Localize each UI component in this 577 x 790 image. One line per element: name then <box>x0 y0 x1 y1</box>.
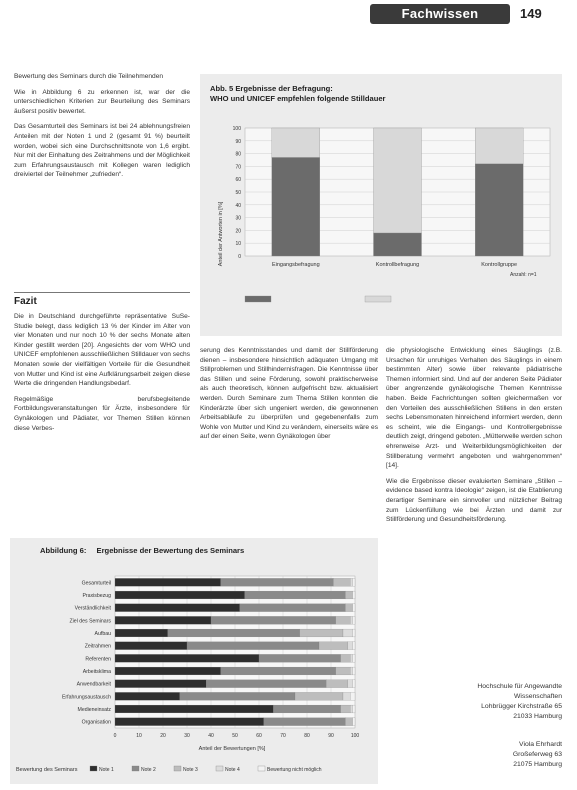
x-tick-label: 0 <box>113 733 117 739</box>
caption-label: Abbildung 6: <box>40 546 87 555</box>
y-tick-label: 100 <box>232 126 241 132</box>
section-banner: Fachwissen <box>370 4 510 24</box>
legend-label: Note 1 <box>99 767 114 773</box>
paragraph: die physiologische Entwicklung eines Säuglings (z.B. Ursachen für unruhiges Verhalten des Säuglings in einem bestimmten Alter) sowie über relevante pädiatrische Themen informiert sind. Und auf der anderen Seite Pädiater über angrenzende gynäkologische Themen Kenntnisse haben. Beide Fachrichtungen sollten gleichermaßen vor den Vorteilen des ausschließlichen Stillens in den ersten sechs Lebensmonaten hinreichend informiert werden, denn es scheint, wie die Eingangs- und Kontrollergebnisse deutlich zeigt, dringend geboten. „Mütterwelle werden schon ehrenweise Arzt- und Weiterbildungsmöglichkeiten der Stillberatung vermehrt angeboten und wahrgenommen“ [14]. <box>386 347 562 470</box>
bar-segment <box>115 591 245 599</box>
address-line: Lohbrügger Kirchstraße 65 <box>481 703 562 710</box>
y-tick-label: 70 <box>235 164 241 171</box>
divider <box>14 292 190 293</box>
bar-segment <box>115 578 221 586</box>
y-tick-label: 10 <box>235 241 241 248</box>
institution-address <box>386 682 562 722</box>
legend-label: Note 3 <box>183 767 198 773</box>
fazit-column <box>14 312 190 439</box>
y-tick-label: Verständlichkeit <box>74 605 111 612</box>
x-tick-label: Eingangsbefragung <box>271 262 320 268</box>
x-tick-label: 70 <box>280 733 286 739</box>
bar-segment <box>353 718 355 726</box>
bar-segment <box>353 680 355 688</box>
bar-segment <box>272 128 320 157</box>
paragraph: serung des Kenntnisstandes und damit der Stillförderung dienen – insbesondere hinsichtlich adäquaten Umgang mit Stillproblemen und Stillhindernisfragen. Die Kenntnisse über das Stillen und seine Förderung, sowohl praktischerweise als auch theoretisch, können aufgefrischt bzw. aktualisiert werden. Durch Seminare zum Thema Stillen konnten die Kinderärzte über sich ungeniert werden, die gewonnenen Arbeitsabläufe zu überprüfen und gegebenenfalls zum Wohle von Mutter und Kind zu verändern, einerseits wäre es auf der einen Seite, wenn Gynäkologen über <box>200 347 378 441</box>
figure-6-panel <box>10 538 378 784</box>
bar-segment <box>345 604 352 612</box>
bar-segment <box>272 157 320 256</box>
legend-swatch <box>216 766 223 771</box>
legend-label: Note 4 <box>225 767 240 773</box>
bar-segment <box>115 718 264 726</box>
bar-segment <box>353 667 355 675</box>
paragraph: Bewertung des Seminars durch die Teilnehmenden <box>14 73 164 80</box>
bar-segment <box>350 654 352 662</box>
figure-5-chart <box>200 114 562 334</box>
y-tick-label: 50 <box>235 190 241 196</box>
legend-swatch <box>245 296 271 302</box>
bar-segment <box>348 680 353 688</box>
bar-segment <box>206 680 326 688</box>
bar-segment <box>221 578 334 586</box>
bar-segment <box>245 591 346 599</box>
caption-line: WHO und UNICEF empfehlen folgende Stilldauer <box>210 94 386 103</box>
bar-segment <box>353 591 355 599</box>
caption-title: Ergebnisse der Bewertung des Seminars <box>96 546 245 555</box>
bar-segment <box>345 718 352 726</box>
legend-swatch <box>365 296 391 302</box>
left-top-column <box>14 72 190 186</box>
address-line: 21075 Hamburg <box>513 761 562 768</box>
middle-column <box>200 346 378 448</box>
x-axis-label: Anteil der Bewertungen [%] <box>198 746 266 752</box>
legend-swatch <box>258 766 265 771</box>
bar-segment <box>341 705 351 713</box>
section-heading: Fazit <box>14 296 37 307</box>
bar-segment <box>343 629 353 637</box>
bar-segment <box>187 642 319 650</box>
bar-segment <box>336 667 350 675</box>
bar-segment <box>115 604 240 612</box>
y-tick-label: 90 <box>235 138 241 145</box>
bar-segment <box>353 578 355 586</box>
legend-label: Bewertung nicht möglich <box>267 767 322 773</box>
y-tick-label: Aufbau <box>94 631 111 637</box>
bar-segment <box>353 604 355 612</box>
bar-segment <box>350 667 352 675</box>
right-column <box>386 346 562 531</box>
address-line: Hochschule für Angewandte <box>477 683 562 690</box>
x-tick-label: 100 <box>350 733 360 739</box>
bar-segment <box>115 680 206 688</box>
figure-caption <box>210 84 550 104</box>
note-label: Anzahl: n=1 <box>510 272 537 278</box>
x-tick-label: Kontrollgruppe <box>481 262 518 268</box>
paragraph: Das Gesamturteil des Seminars ist bei 24 ablehnungsfreien Anteilen mit der Noten 1 und 2 (gesamt 91 %) beurteilt worden, wobei sich eine Durchschnittsnote von 1,6 ergibt. Nur mit der Einhaltung des Zeitrahmens und der Möglichkeit zum Erfahrungsaustausch mit Kollegen waren lediglich dreiviertel der Teilnehmer „zufrieden“. <box>14 123 190 179</box>
bar-segment <box>353 629 355 637</box>
bar-segment <box>353 654 355 662</box>
legend-title: Bewertung des Seminars <box>16 767 78 773</box>
bar-segment <box>319 642 348 650</box>
y-tick-label: Zeitrahmen <box>84 643 111 650</box>
legend-swatch <box>174 766 181 771</box>
x-tick-label: 20 <box>160 733 166 739</box>
bar-segment <box>180 692 295 700</box>
x-tick-label: 10 <box>136 733 142 739</box>
bar-segment <box>336 616 350 624</box>
y-tick-label: Anwendbarkeit <box>76 681 111 688</box>
bar-segment <box>326 680 348 688</box>
bar-segment <box>295 692 343 700</box>
legend-swatch <box>90 766 97 771</box>
bar-segment <box>115 692 180 700</box>
bar-segment <box>168 629 300 637</box>
author-name: Viola Ehrhardt <box>519 741 562 748</box>
paragraph: Wie die Ergebnisse dieser evaluierten Seminare „Stillen – evidence based kontra Ideologie“ zeigen, ist die Etablierung derartiger Seminare ein sinnvoller und nützlicher Beitrag zum Lückenfüllung wie bei Ärzten und damit zur Stillförderung und Gesundheitsförderung. <box>386 477 562 524</box>
address-line: Wissenschaften <box>514 693 562 700</box>
bar-segment <box>341 654 351 662</box>
address-line: Großeferweg 63 <box>512 751 562 758</box>
x-tick-label: 50 <box>232 733 238 739</box>
bar-segment <box>475 128 523 164</box>
bar-segment <box>475 164 523 256</box>
bar-segment <box>353 642 355 650</box>
bar-segment <box>115 654 259 662</box>
bar-segment <box>343 692 350 700</box>
figure-6-chart <box>10 562 378 784</box>
bar-segment <box>115 642 187 650</box>
y-axis-label: Anteil der Antworten in [%] <box>218 201 224 267</box>
legend-label: Note 2 <box>141 767 156 773</box>
x-tick-label: 40 <box>208 733 214 739</box>
y-tick-label: 60 <box>235 177 241 184</box>
y-tick-label: 30 <box>235 215 241 222</box>
y-tick-label: 0 <box>238 254 241 260</box>
address-line: 21033 Hamburg <box>513 713 562 720</box>
bar-segment <box>350 616 352 624</box>
bar-segment <box>353 705 355 713</box>
legend-swatch <box>132 766 139 771</box>
bar-segment <box>350 578 352 586</box>
y-tick-label: Erfahrungsaustausch <box>61 694 111 701</box>
bar-segment <box>374 128 422 233</box>
bar-segment <box>115 616 211 624</box>
bar-segment <box>273 705 340 713</box>
author-address <box>386 740 562 770</box>
y-tick-label: Referenten <box>85 656 111 663</box>
bar-segment <box>333 578 350 586</box>
y-tick-label: Ziel des Seminars <box>69 618 111 625</box>
bar-segment <box>259 654 341 662</box>
bar-segment <box>115 705 273 713</box>
y-tick-label: 80 <box>235 151 241 158</box>
bar-segment <box>240 604 346 612</box>
y-tick-label: 20 <box>235 228 241 235</box>
x-tick-label: 90 <box>328 733 334 739</box>
bar-segment <box>350 692 355 700</box>
bar-segment <box>374 233 422 256</box>
bar-segment <box>115 629 168 637</box>
y-tick-label: 40 <box>235 202 241 209</box>
figure-caption <box>40 546 244 556</box>
x-tick-label: 60 <box>256 733 262 739</box>
bar-segment <box>348 642 353 650</box>
y-tick-label: Medieneinsatz <box>77 707 111 713</box>
y-tick-label: Gesamturteil <box>81 580 111 587</box>
paragraph: Wie in Abbildung 6 zu erkennen ist, war der die unterschiedlichen Kriterien zur Beurteilung des Seminars äußerst positiv bewertet. <box>14 88 190 115</box>
paragraph: Die in Deutschland durchgeführte repräsentative SuSe-Studie belegt, dass lediglich 13 % der Kinder im Alter von vier Monaten und nur noch 10 % der sechs Monate alten Kinder gestillt werden [20]. Angesichts der vom WHO und UNICEF empfohlenen ausschließlichen Stilldauer von sechs Monaten sowie der vielfältigen Vorteile für die Gesundheit von Mutter und Kind ist eine Aufklärungsarbeit zeigen diese Werte die dringenden Handlungsbedarf. <box>14 313 190 388</box>
caption-line: Abb. 5 Ergebnisse der Befragung: <box>210 84 333 93</box>
bar-segment <box>345 591 352 599</box>
bar-segment <box>350 705 352 713</box>
x-tick-label: 80 <box>304 733 310 739</box>
bar-segment <box>264 718 346 726</box>
bar-segment <box>300 629 343 637</box>
y-tick-label: Praxisbezug <box>82 593 111 599</box>
x-tick-label: Kontrollbefragung <box>375 262 420 268</box>
paragraph: Regelmäßige berufsbegleitende Fortbildungsveranstaltungen für Ärzte, insbesondere für Gynäkologen und Pädiater, vor Themen Stillen können diese Verbes- <box>14 395 190 432</box>
bar-segment <box>353 616 355 624</box>
figure-5-panel <box>200 74 562 336</box>
bar-segment <box>211 616 336 624</box>
bar-segment <box>221 667 336 675</box>
page-number: 149 <box>520 6 542 21</box>
x-tick-label: 30 <box>184 733 190 739</box>
bar-segment <box>115 667 221 675</box>
y-tick-label: Organisation <box>81 719 111 726</box>
y-tick-label: Arbeitsklima <box>82 669 111 675</box>
